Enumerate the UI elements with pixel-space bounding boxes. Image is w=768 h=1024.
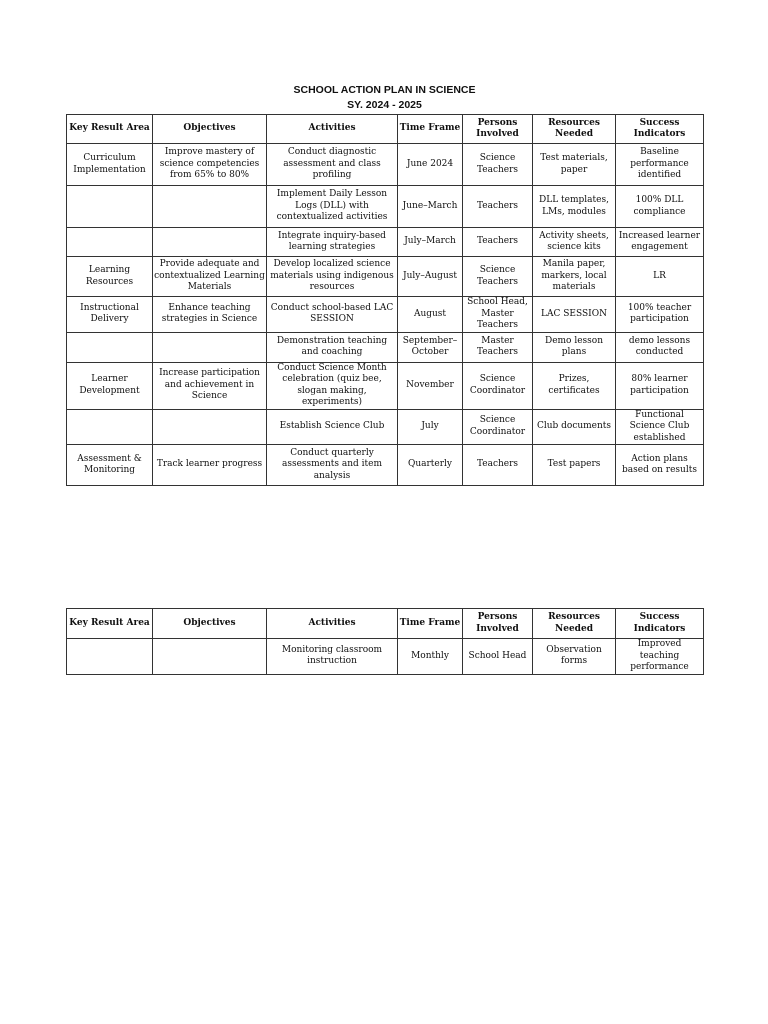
- header-time-frame: Time Frame: [398, 115, 463, 144]
- cell-key-result-area: Curriculum Implementation: [67, 144, 153, 186]
- header-time-frame: Time Frame: [398, 609, 463, 639]
- cell-success-indicators: LR: [616, 257, 704, 297]
- cell-key-result-area: Assessment & Monitoring: [67, 445, 153, 486]
- cell-time-frame: June–March: [398, 186, 463, 228]
- header-resources-needed: Resources Needed: [533, 115, 616, 144]
- cell-key-result-area: Learner Development: [67, 362, 153, 409]
- cell-resources-needed: Observation forms: [533, 639, 616, 675]
- page-title: SCHOOL ACTION PLAN IN SCIENCE: [293, 84, 476, 96]
- table-row: [67, 228, 704, 257]
- cell-key-result-area: [67, 639, 153, 675]
- cell-resources-needed: Test papers: [533, 445, 616, 486]
- cell-time-frame: November: [398, 362, 463, 409]
- cell-objectives: [153, 186, 267, 228]
- table-row: [67, 639, 704, 675]
- cell-success-indicators: 100% DLL compliance: [616, 186, 704, 228]
- cell-success-indicators: Action plans based on results: [616, 445, 704, 486]
- cell-activities: Establish Science Club: [267, 409, 398, 445]
- header-activities: Activities: [267, 609, 398, 639]
- cell-success-indicators: Improved teaching performance: [616, 639, 704, 675]
- header-objectives: Objectives: [153, 609, 267, 639]
- cell-activities: Implement Daily Lesson Logs (DLL) with contextualized activities: [267, 186, 398, 228]
- cell-objectives: Enhance teaching strategies in Science: [153, 297, 267, 333]
- cell-success-indicators: Functional Science Club established: [616, 409, 704, 445]
- cell-resources-needed: Manila paper, markers, local materials: [533, 257, 616, 297]
- cell-resources-needed: Prizes, certificates: [533, 362, 616, 409]
- header-success-indicators: Success Indicators: [616, 609, 704, 639]
- cell-success-indicators: 80% learner participation: [616, 362, 704, 409]
- header-row: [67, 609, 704, 639]
- cell-activities: Demonstration teaching and coaching: [267, 332, 398, 362]
- cell-time-frame: September–October: [398, 332, 463, 362]
- cell-persons-involved: Teachers: [463, 186, 533, 228]
- header-resources-needed: Resources Needed: [533, 609, 616, 639]
- cell-objectives: [153, 639, 267, 675]
- cell-objectives: Improve mastery of science competencies from 65% to 80%: [153, 144, 267, 186]
- cell-time-frame: June 2024: [398, 144, 463, 186]
- table-row: [67, 445, 704, 486]
- cell-resources-needed: Test materials, paper: [533, 144, 616, 186]
- cell-key-result-area: [67, 332, 153, 362]
- cell-resources-needed: DLL templates, LMs, modules: [533, 186, 616, 228]
- table-row: [67, 409, 704, 445]
- action-plan-table-continued: [66, 608, 704, 675]
- cell-persons-involved: Science Coordinator: [463, 409, 533, 445]
- cell-persons-involved: Teachers: [463, 228, 533, 257]
- cell-time-frame: August: [398, 297, 463, 333]
- header-key-result-area: Key Result Area: [67, 609, 153, 639]
- cell-activities: Conduct quarterly assessments and item analysis: [267, 445, 398, 486]
- header-row: [67, 115, 704, 144]
- cell-persons-involved: Master Teachers: [463, 332, 533, 362]
- cell-time-frame: July–March: [398, 228, 463, 257]
- table-row: [67, 297, 704, 333]
- cell-persons-involved: Science Teachers: [463, 257, 533, 297]
- cell-activities: Conduct school-based LAC SESSION: [267, 297, 398, 333]
- cell-persons-involved: Science Coordinator: [463, 362, 533, 409]
- cell-activities: Conduct diagnostic assessment and class profiling: [267, 144, 398, 186]
- header-key-result-area: Key Result Area: [67, 115, 153, 144]
- cell-activities: Integrate inquiry-based learning strategies: [267, 228, 398, 257]
- cell-time-frame: July–August: [398, 257, 463, 297]
- cell-objectives: [153, 409, 267, 445]
- cell-key-result-area: [67, 228, 153, 257]
- cell-objectives: Provide adequate and contextualized Learning Materials: [153, 257, 267, 297]
- cell-key-result-area: Instructional Delivery: [67, 297, 153, 333]
- cell-activities: Monitoring classroom instruction: [267, 639, 398, 675]
- table-row: [67, 257, 704, 297]
- cell-resources-needed: Demo lesson plans: [533, 332, 616, 362]
- page-subtitle: SY. 2024 - 2025: [347, 99, 422, 111]
- cell-persons-involved: Science Teachers: [463, 144, 533, 186]
- cell-success-indicators: Increased learner engagement: [616, 228, 704, 257]
- cell-key-result-area: [67, 186, 153, 228]
- cell-activities: Conduct Science Month celebration (quiz bee, slogan making, experiments): [267, 362, 398, 409]
- header-success-indicators: Success Indicators: [616, 115, 704, 144]
- cell-persons-involved: School Head: [463, 639, 533, 675]
- cell-success-indicators: 100% teacher participation: [616, 297, 704, 333]
- header-activities: Activities: [267, 115, 398, 144]
- cell-resources-needed: Activity sheets, science kits: [533, 228, 616, 257]
- cell-objectives: Track learner progress: [153, 445, 267, 486]
- cell-time-frame: Quarterly: [398, 445, 463, 486]
- cell-resources-needed: LAC SESSION: [533, 297, 616, 333]
- cell-persons-involved: Teachers: [463, 445, 533, 486]
- cell-success-indicators: Baseline performance identified: [616, 144, 704, 186]
- table-row: [67, 186, 704, 228]
- cell-success-indicators: demo lessons conducted: [616, 332, 704, 362]
- cell-objectives: [153, 332, 267, 362]
- header-objectives: Objectives: [153, 115, 267, 144]
- cell-key-result-area: [67, 409, 153, 445]
- table-row: [67, 144, 704, 186]
- header-persons-involved: Persons Involved: [463, 609, 533, 639]
- cell-resources-needed: Club documents: [533, 409, 616, 445]
- cell-activities: Develop localized science materials using indigenous resources: [267, 257, 398, 297]
- cell-objectives: Increase participation and achievement in Science: [153, 362, 267, 409]
- action-plan-table: [66, 114, 704, 486]
- table-row: [67, 332, 704, 362]
- cell-objectives: [153, 228, 267, 257]
- cell-time-frame: Monthly: [398, 639, 463, 675]
- cell-persons-involved: School Head, Master Teachers: [463, 297, 533, 333]
- cell-key-result-area: Learning Resources: [67, 257, 153, 297]
- header-persons-involved: Persons Involved: [463, 115, 533, 144]
- cell-time-frame: July: [398, 409, 463, 445]
- table-row: [67, 362, 704, 409]
